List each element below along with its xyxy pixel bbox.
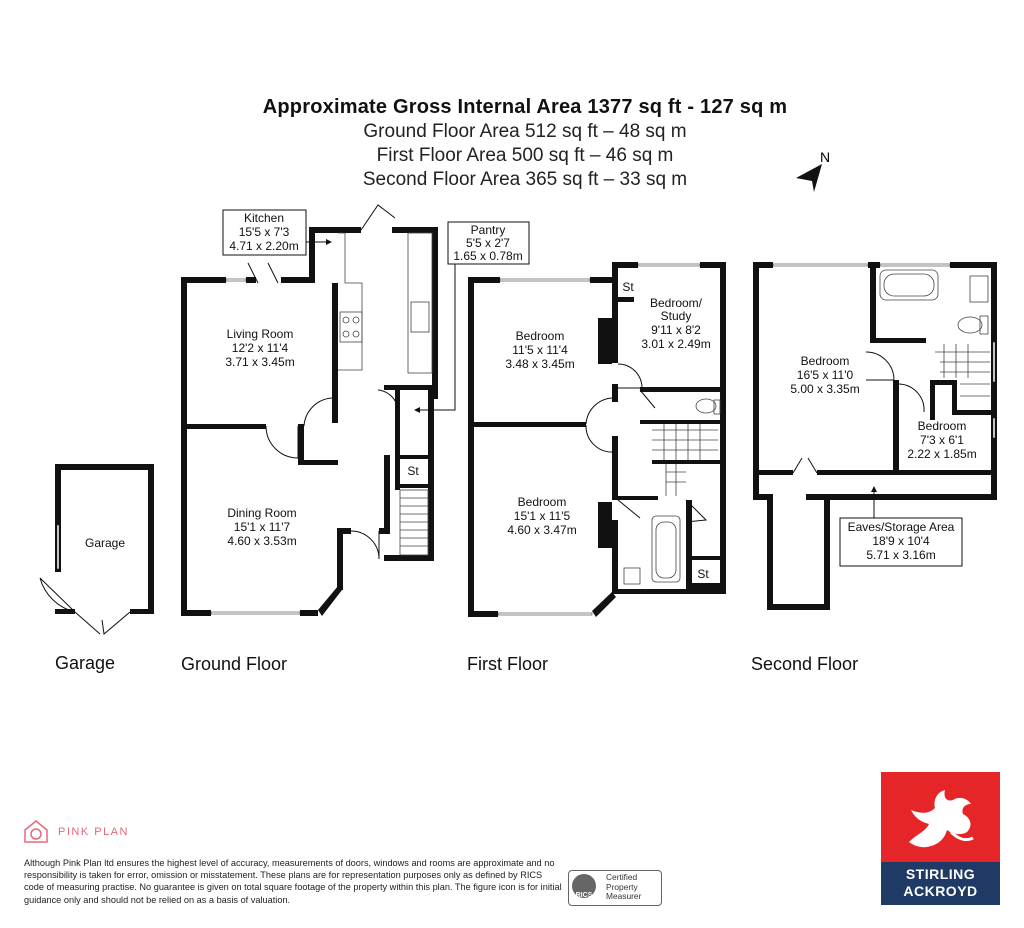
second-floor-area: Second Floor Area 365 sq ft – 33 sq m <box>362 169 688 190</box>
ground-floor-caption: Ground Floor <box>181 654 288 674</box>
first-floor-caption: First Floor <box>467 654 548 674</box>
ground-store-label: St <box>407 464 419 478</box>
svg-text:5.71 x 3.16m: 5.71 x 3.16m <box>866 548 936 562</box>
second-floor-caption: Second Floor <box>751 654 859 674</box>
svg-text:Study: Study <box>660 309 692 323</box>
svg-text:3.71 x 3.45m: 3.71 x 3.45m <box>225 355 295 369</box>
svg-text:Eaves/Storage Area: Eaves/Storage Area <box>847 520 955 534</box>
svg-text:12'2 x 11'4: 12'2 x 11'4 <box>231 341 289 355</box>
svg-text:18'9 x 10'4: 18'9 x 10'4 <box>872 534 930 548</box>
svg-text:2.22 x 1.85m: 2.22 x 1.85m <box>907 447 977 461</box>
svg-text:9'11 x 8'2: 9'11 x 8'2 <box>651 323 701 337</box>
svg-text:4.60 x 3.47m: 4.60 x 3.47m <box>507 523 577 537</box>
dining-room-label <box>227 506 296 548</box>
ground-floor-plan <box>181 205 529 616</box>
svg-text:5'5 x 2'7: 5'5 x 2'7 <box>466 236 510 250</box>
first-store-2-label: St <box>697 567 709 581</box>
svg-text:5.00 x 3.35m: 5.00 x 3.35m <box>790 382 860 396</box>
first-floor-area: First Floor Area 500 sq ft – 46 sq m <box>376 145 674 166</box>
pink-plan-logo-icon <box>25 821 47 842</box>
svg-text:3.48 x 3.45m: 3.48 x 3.45m <box>505 357 575 371</box>
first-floor-plan <box>468 262 726 617</box>
svg-text:4.71 x 2.20m: 4.71 x 2.20m <box>229 239 299 253</box>
svg-text:1.65 x 0.78m: 1.65 x 0.78m <box>453 249 523 263</box>
area-title: Approximate Gross Internal Area 1377 sq ft - 127 sq m <box>262 96 788 118</box>
garage-label: Garage <box>84 536 126 550</box>
north-label: N <box>820 149 831 165</box>
svg-text:11'5 x 11'4: 11'5 x 11'4 <box>512 343 568 357</box>
garage-caption: Garage <box>55 653 116 673</box>
svg-text:Bedroom: Bedroom <box>515 329 565 343</box>
svg-text:Kitchen: Kitchen <box>243 211 285 225</box>
svg-text:Living Room: Living Room <box>226 327 294 341</box>
pink-plan-wordmark: PINK PLAN <box>58 826 129 838</box>
svg-text:15'1 x 11'7: 15'1 x 11'7 <box>233 520 291 534</box>
svg-text:15'5 x 7'3: 15'5 x 7'3 <box>238 225 290 239</box>
second-floor-plan <box>753 262 997 610</box>
svg-text:3.01 x 2.49m: 3.01 x 2.49m <box>641 337 711 351</box>
second-bedroom-2-label <box>907 419 976 461</box>
brand-wordmark: STIRLING ACKROYD <box>903 866 978 899</box>
first-bedroom-1-label <box>505 329 574 371</box>
svg-text:Bedroom/: Bedroom/ <box>649 296 703 310</box>
svg-text:Pantry: Pantry <box>470 223 506 237</box>
north-arrow-icon <box>796 149 830 192</box>
svg-text:Bedroom: Bedroom <box>800 354 850 368</box>
second-bedroom-1-label <box>790 354 859 396</box>
svg-text:Dining Room: Dining Room <box>227 506 297 520</box>
first-bedroom-2-label <box>507 495 576 537</box>
ground-floor-area: Ground Floor Area 512 sq ft – 48 sq m <box>363 121 687 142</box>
svg-text:15'1 x 11'5: 15'1 x 11'5 <box>513 509 571 523</box>
study-label <box>641 296 710 351</box>
rics-logo-text: RICS <box>575 892 593 899</box>
brand-logo-red-panel <box>881 772 1000 862</box>
svg-text:4.60 x 3.53m: 4.60 x 3.53m <box>227 534 297 548</box>
svg-text:Bedroom: Bedroom <box>517 495 567 509</box>
svg-text:7'3 x 6'1: 7'3 x 6'1 <box>920 433 964 447</box>
rics-certified-text: Certified Property Measurer <box>606 872 642 901</box>
living-room-label <box>225 327 294 369</box>
disclaimer-text: Although Pink Plan ltd ensures the highest level of accuracy, measurements of doors, windows and rooms are approximate and no responsibility is taken for error, omission or misstatement. These plans are for representation purposes only as defined by RICS code of measuring practise. No guarantee is given on total square footage of the property within this plan. The figure icon is for initial guidance only and should not be relied on as a basis of valuation. <box>24 858 562 905</box>
garage-plan <box>40 464 154 634</box>
svg-text:Bedroom: Bedroom <box>917 419 967 433</box>
griffin-icon <box>881 772 1000 862</box>
first-store-1-label: St <box>622 280 634 294</box>
svg-text:16'5 x 11'0: 16'5 x 11'0 <box>796 368 854 382</box>
